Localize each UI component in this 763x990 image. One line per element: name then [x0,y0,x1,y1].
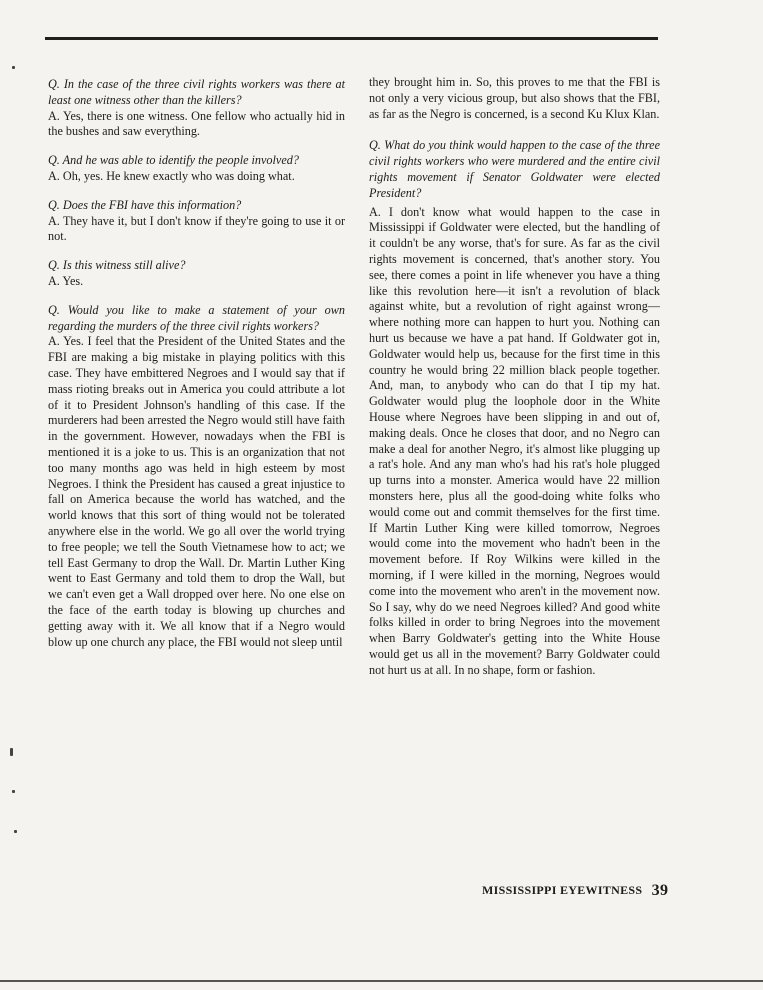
answer: A. Yes. [48,273,84,288]
question: Q. Is this witness still alive? [48,258,186,273]
margin-mark [12,790,15,793]
left-column [48,77,345,663]
qa-block [48,77,345,140]
question: Q. What do you think would happen to the case of the three civil rights workers who were murdered and the entire civil rights movement if Senator Goldwater were elected President? [369,138,660,200]
question: Q. Would you like to make a statement of your own regarding the murders of the three civil rights workers? [48,302,345,333]
qa-block [48,303,345,651]
page-footer [482,882,668,900]
page-number: 39 [651,882,669,899]
margin-mark [10,748,13,756]
question: Q. In the case of the three civil rights workers was there at least one witness other than the killers? [48,77,345,107]
question: Q. Does the FBI have this information? [48,197,242,212]
qa-block [48,198,345,245]
qa-block [48,258,345,290]
answer: A. They have it, but I don't know if they're going to use it or not. [48,213,345,244]
bottom-rule [0,980,763,982]
running-title: MISSISSIPPI EYEWITNESS [482,883,643,897]
right-column [369,75,660,678]
answer-continuation: they brought him in. So, this proves to me that the FBI is not only a very vicious group, but also shows that the FBI, as far as the Negro is concerned, is a second Ku Klux Klan. [369,75,660,121]
margin-mark [12,66,15,69]
answer: A. Yes, there is one witness. One fellow who actually hid in the bushes and saw everything. [48,108,345,139]
margin-mark [14,830,17,833]
qa-block [48,153,345,185]
answer: A. Yes. I feel that the President of the United States and the FBI are making a big mistake in playing politics with this case. They have embittered Negroes and I would say that if mass rioting breaks out in America you could attribute a lot of it to President Johnson's handling of this case. If the murderers had been arrested the Negro would still have faith in the government. However, nowadays when the FBI is mentioned it is a joke to us. This is an organization that not too many months ago was held in high esteem by most Negroes. I think the President has caused a great injustice to fall on America because the world has watched, and the world knows that this sort of thing would not be tolerated anywhere else in the world. We go all over the world trying to free people; we tell the South Vietnamese how to act; we tell East Germany to drop the Wall. Dr. Martin Luther King went to East Germany and told them to drop the Wall, but we can't even get a Wall dropped over here. No one else on the face of the earth today is blowing up churches and getting away with it. We all know that if a Negro would blow up one church any place, the FBI would not sleep until [48,334,345,649]
answer: A. I don't know what would happen to the case in Mississippi if Goldwater were elected, but the handling of it couldn't be any worse, that's for sure. As far as the civil rights movement is concerned, that's another story. You see, there comes a point in life whenever you have a thing like this revolution here—it isn't a revolution of black against white, but a revolution of right against wrong—where nothing more can happen to hurt you. Nothing can hurt us because we have a pat hand. If Goldwater got in, Goldwater would help us, because for the first time in this country he would bring 22 million black people together. And, man, to anybody who can do that I tip my hat. Goldwater would plug the loophole door in the White House where Negroes have been slipping in and out of, making deals. Once he closes that door, and no Negro can make a deal for another Negro, it's almost like plugging up a rat's hole. And any man who's had his rat's hole plugged up turns into a monster. America would have 22 million monsters here, plus all the good-doing white folks who would come out and commit themselves for the first time. If Martin Luther King were killed tomorrow, Negroes would come into the movement who hadn't been in the movement before. If Roy Wilkins were killed in the morning, if I were killed in the morning, Negroes would come into the movement who aren't in the movement now. So I say, why do we need Negroes killed? And good white folks killed in order to bring Negroes into the movement when Barry Goldwater's getting into the White House would get us all in the movement? Barry Goldwater could not hurt us at all. In no shape, form or fashion. [369,204,660,677]
top-rule [45,37,658,40]
answer: A. Oh, yes. He knew exactly who was doing what. [48,168,295,183]
question: Q. And he was able to identify the people involved? [48,153,299,168]
